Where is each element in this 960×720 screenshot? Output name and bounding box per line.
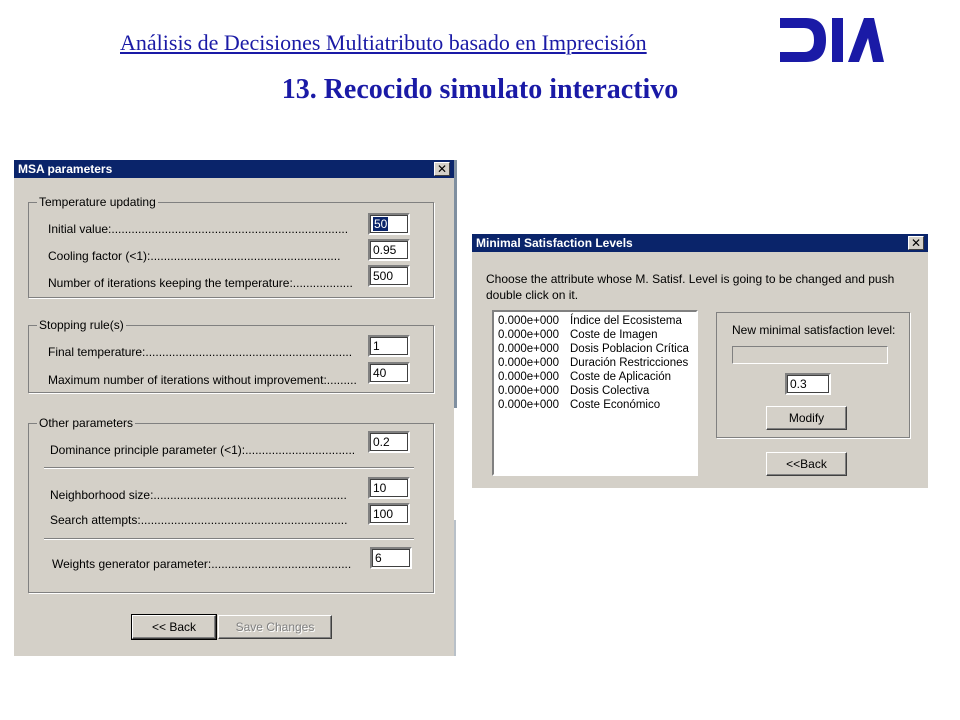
msl-dialog-titlebar[interactable]	[472, 234, 928, 252]
attribute-level-value: 0.000e+000	[498, 315, 560, 327]
attribute-name: Coste Económico	[570, 399, 661, 411]
attribute-list-item[interactable]	[498, 328, 692, 342]
initial-value-label: Initial value:.......................................................................	[48, 222, 349, 236]
iterations-keeping-field[interactable]: 500	[368, 265, 410, 287]
attribute-listbox[interactable]	[492, 310, 698, 476]
attribute-level-value: 0.000e+000	[498, 399, 560, 411]
minimal-satisfaction-dialog	[472, 234, 928, 488]
attribute-name: Índice del Ecosistema	[570, 315, 682, 327]
max-iterations-label: Maximum number of iterations without improvement:.........	[48, 373, 357, 387]
separator-1	[44, 467, 414, 469]
attribute-level-value: 0.000e+000	[498, 329, 560, 341]
msa-close-icon[interactable]: ✕	[434, 162, 450, 176]
attribute-list-item[interactable]	[498, 384, 692, 398]
slide-subtitle: 13. Recocido simulato interactivo	[281, 74, 679, 105]
neighborhood-field[interactable]: 10	[368, 477, 410, 499]
background-window-edge-lower	[454, 520, 456, 656]
search-attempts-label: Search attempts:..............................................................	[50, 513, 348, 527]
msl-back-button[interactable]: <<Back	[766, 452, 847, 476]
weights-generator-field[interactable]: 6	[370, 547, 412, 569]
background-window-edge	[454, 160, 457, 408]
attribute-list-item[interactable]	[498, 398, 692, 412]
new-level-field[interactable]: 0.3	[785, 373, 831, 395]
attribute-level-value: 0.000e+000	[498, 385, 560, 397]
slide-title: Análisis de Decisiones Multiatributo basado en Imprecisión	[120, 30, 647, 55]
other-parameters-legend: Other parameters	[39, 416, 134, 430]
neighborhood-label: Neighborhood size:..........................................................	[50, 488, 347, 502]
attribute-name: Duración Restricciones	[570, 357, 689, 369]
initial-value-field[interactable]	[368, 213, 410, 235]
msa-dialog-titlebar[interactable]	[14, 160, 454, 178]
msl-dialog-title: Minimal Satisfaction Levels	[476, 236, 633, 250]
final-temperature-label: Final temperature:..............................................................	[48, 345, 353, 359]
attribute-list-item[interactable]	[498, 370, 692, 384]
search-attempts-field[interactable]: 100	[368, 503, 410, 525]
back-button[interactable]: << Back	[132, 615, 216, 639]
dominance-label: Dominance principle parameter (<1):.................................	[50, 443, 356, 457]
attribute-name: Dosis Poblacion Crítica	[570, 343, 689, 355]
attribute-list-item[interactable]	[498, 314, 692, 328]
attribute-list-item[interactable]	[498, 356, 692, 370]
weights-generator-label: Weights generator parameter:..........................................	[52, 557, 352, 571]
cooling-factor-label: Cooling factor (<1):.........................................................	[48, 249, 341, 263]
msa-dialog-title: MSA parameters	[18, 162, 113, 176]
temperature-updating-legend: Temperature updating	[39, 195, 156, 209]
attribute-name: Coste de Aplicación	[570, 371, 672, 383]
save-changes-button[interactable]: Save Changes	[218, 615, 332, 639]
attribute-name: Dosis Colectiva	[570, 385, 650, 397]
cooling-factor-field[interactable]: 0.95	[368, 239, 410, 261]
msl-instruction: Choose the attribute whose M. Satisf. Level is going to be changed and push double click on it.	[486, 272, 895, 302]
stopping-rules-legend: Stopping rule(s)	[39, 318, 124, 332]
iterations-keeping-label: Number of iterations keeping the temperature:..................	[48, 276, 353, 290]
new-level-display	[732, 346, 888, 364]
initial-value-text: 50	[374, 217, 388, 231]
attribute-list-item[interactable]	[498, 342, 692, 356]
modify-button[interactable]: Modify	[766, 406, 847, 430]
new-level-label: New minimal satisfaction level:	[732, 323, 896, 337]
attribute-level-value: 0.000e+000	[498, 371, 560, 383]
attribute-level-value: 0.000e+000	[498, 343, 560, 355]
final-temperature-field[interactable]: 1	[368, 335, 410, 357]
msl-close-icon[interactable]: ✕	[908, 236, 924, 250]
dominance-field[interactable]: 0.2	[368, 431, 410, 453]
dia-logo	[776, 14, 886, 68]
separator-2	[44, 538, 414, 540]
attribute-level-value: 0.000e+000	[498, 357, 560, 369]
max-iterations-field[interactable]: 40	[368, 362, 410, 384]
msa-parameters-dialog	[14, 160, 454, 656]
attribute-name: Coste de Imagen	[570, 329, 658, 341]
